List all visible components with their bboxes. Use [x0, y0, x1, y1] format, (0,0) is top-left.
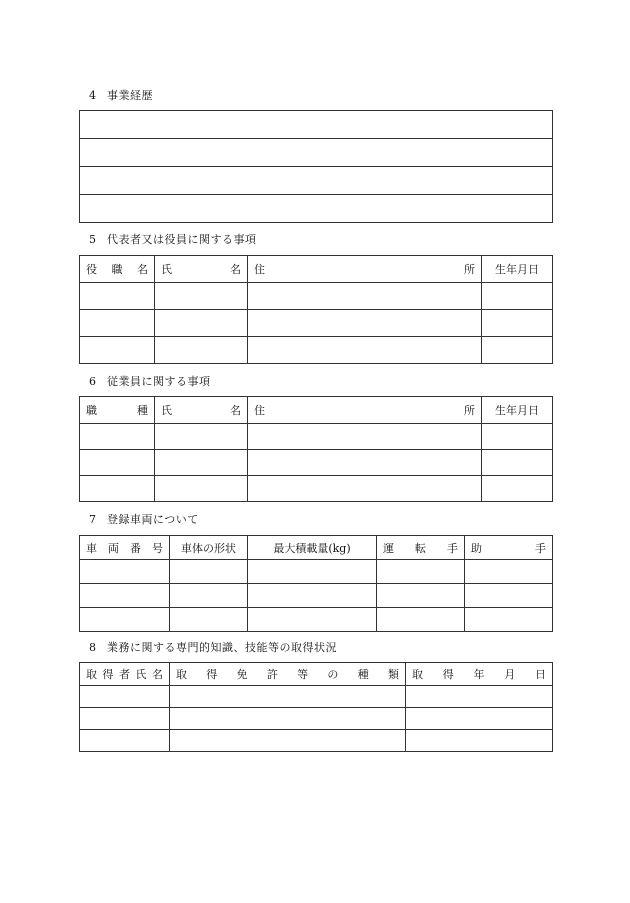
qualifications-table [79, 662, 553, 752]
history-line[interactable] [80, 167, 553, 195]
table-row [80, 708, 553, 730]
table-row [80, 310, 553, 337]
section-title: 登録車両について [107, 513, 199, 526]
header-cell-holder-name [80, 663, 170, 686]
header-label: 車体の形状 [181, 541, 236, 555]
section-number: 8 [89, 641, 97, 654]
header-cell-driver [377, 536, 465, 560]
header-label: 生年月日 [495, 404, 539, 417]
header-cell-position [80, 256, 155, 283]
header-cell-address [248, 397, 482, 424]
table-row [80, 476, 553, 502]
section-number: 5 [89, 233, 97, 246]
header-label: 住 所 [254, 404, 475, 417]
header-label: 取 得 免 許 等 の 種 類 [176, 668, 399, 681]
header-cell-assistant [465, 536, 553, 560]
table-row [80, 450, 553, 476]
header-label: 運 転 手 [383, 541, 458, 555]
header-label: 最大積載量(kg) [273, 541, 351, 555]
header-cell-job-type [80, 397, 155, 424]
officers-table [79, 255, 553, 364]
header-cell-address [248, 256, 482, 283]
table-row [80, 584, 553, 608]
business-history-table [79, 110, 553, 223]
header-label: 役 職 名 [86, 263, 148, 276]
table-row [80, 730, 553, 752]
table-row [80, 608, 553, 632]
table-header-row [80, 536, 553, 560]
header-label: 職 種 [86, 404, 148, 417]
header-label: 助 手 [471, 541, 546, 555]
header-cell-acquired-date [406, 663, 553, 686]
header-label: 氏 名 [161, 263, 241, 276]
section-7-heading [89, 513, 199, 527]
section-number: 6 [89, 375, 97, 388]
header-label: 住 所 [254, 263, 475, 276]
employees-table [79, 396, 553, 502]
header-cell-name [155, 397, 248, 424]
header-label: 取 得 者 氏 名 [86, 668, 163, 681]
section-title: 従業員に関する事項 [107, 375, 211, 388]
history-line[interactable] [80, 139, 553, 167]
table-row [80, 424, 553, 450]
table-header-row [80, 663, 553, 686]
header-label: 氏 名 [161, 404, 241, 417]
header-label: 取 得 年 月 日 [412, 668, 546, 681]
header-label: 車 両 番 号 [86, 541, 163, 555]
section-5-heading [89, 233, 257, 247]
section-8-heading [89, 641, 337, 655]
history-line[interactable] [80, 111, 553, 139]
header-label: 生年月日 [495, 263, 539, 276]
header-cell-birthdate [482, 397, 553, 424]
section-title: 業務に関する専門的知識、技能等の取得状況 [107, 641, 337, 654]
table-row [80, 283, 553, 310]
header-cell-max-load [248, 536, 377, 560]
header-cell-body-shape [170, 536, 248, 560]
table-header-row [80, 397, 553, 424]
section-6-heading [89, 375, 211, 389]
table-row [80, 560, 553, 584]
section-number: 7 [89, 513, 97, 526]
section-4-heading [89, 89, 153, 103]
vehicles-table [79, 535, 553, 632]
table-row [80, 337, 553, 364]
section-number: 4 [89, 89, 97, 102]
table-header-row [80, 256, 553, 283]
header-cell-vehicle-number [80, 536, 170, 560]
section-title: 事業経歴 [107, 89, 153, 102]
header-cell-birthdate [482, 256, 553, 283]
table-row [80, 686, 553, 708]
history-line[interactable] [80, 195, 553, 223]
header-cell-name [155, 256, 248, 283]
header-cell-license-type [170, 663, 406, 686]
section-title: 代表者又は役員に関する事項 [107, 233, 257, 246]
